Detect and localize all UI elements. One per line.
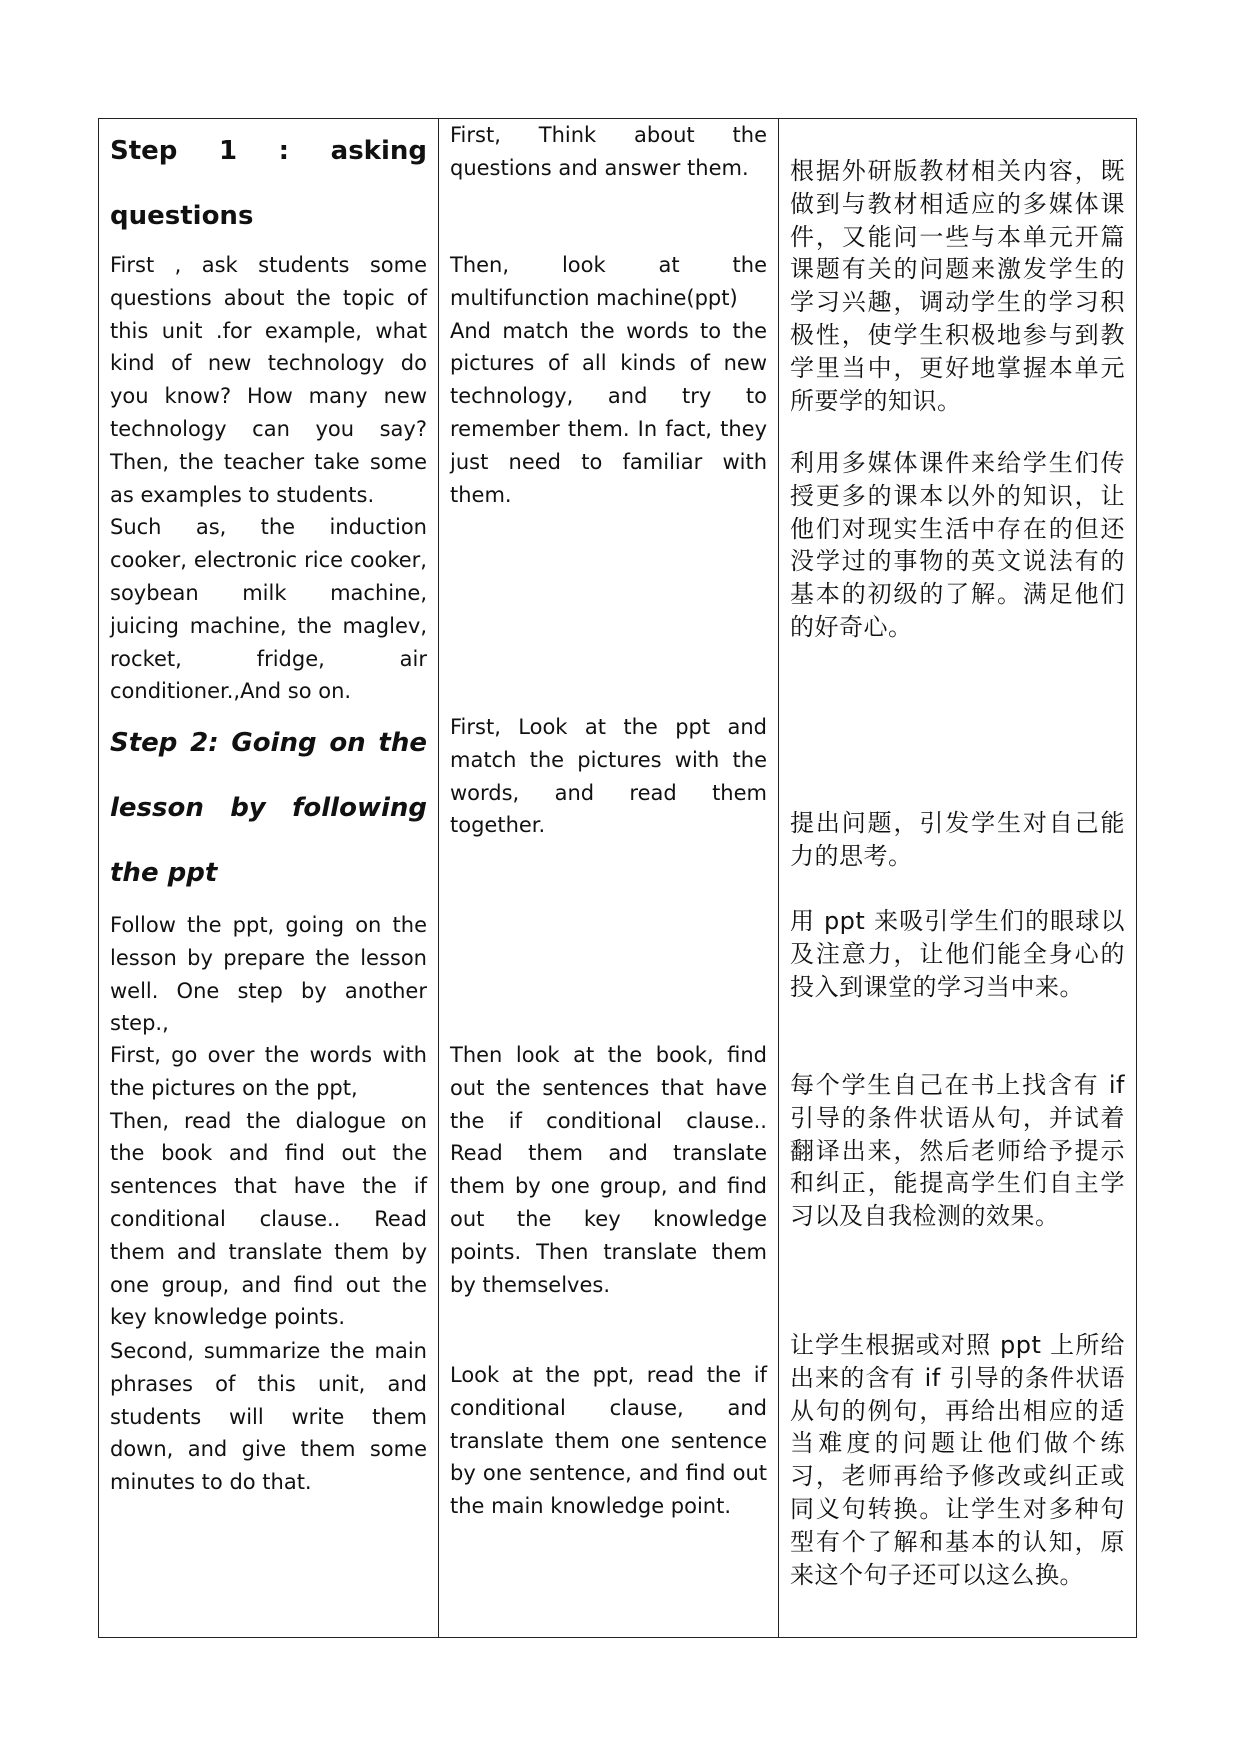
table-row [99, 119, 1137, 1638]
design-intent-3: 提出问题，引发学生对自己能力的思考。 [790, 809, 1125, 870]
student-activity-4: Then look at the book, find out the sentences that have the if conditional clause.. Read them and translate them by one group, and find out the key knowledge points. Then translate them by themselves. [450, 1043, 767, 1297]
step1-body: First , ask students some questions about the topic of this unit .for example, what kind of new technology do you know? How many new technology can you say? Then, the teacher take some as examples to students. Such as, the induction cooker, electronic rice cooker, soybean milk machine, juicing machine, the maglev, rocket, fridge, air conditioner.,And so on. [110, 253, 427, 704]
design-intent-4: 用 ppt 来吸引学生们的眼球以及注意力，让他们能全身心的投入到课堂的学习当中来。 [790, 907, 1125, 1001]
lesson-plan-table [98, 118, 1137, 1638]
student-activity-5: Look at the ppt, read the if conditional clause, and translate them one sentence by one sentence, and find out the main knowledge point. [450, 1363, 767, 1519]
student-activity-column [439, 119, 779, 1638]
teacher-activity-column [99, 119, 439, 1638]
step2-first-paragraph: First, go over the words with the pictures on the ppt, Then, read the dialogue on the book and find out the sentences that have the if conditional clause.. Read them and translate them by one group, and find out the key knowledge points. [110, 1043, 427, 1330]
student-activity-1: First, Think about the questions and answer them. [450, 123, 767, 180]
design-intent-column [779, 119, 1137, 1638]
step2-second-paragraph: Second, summarize the main phrases of this unit, and students will write them down, and give them some minutes to do that. [110, 1339, 427, 1495]
design-intent-1: 根据外研版教材相关内容，既做到与教材相适应的多媒体课件，又能问一些与本单元开篇课题有关的问题来激发学生的学习兴趣，调动学生的学习积极性，使学生积极地参与到教学里当中，更好地掌握本单元所要学的知识。 [790, 157, 1125, 415]
student-activity-2: Then, look at the multifunction machine(ppt) And match the words to the pictures of all kinds of new technology, and try to remember them. In fact, they just need to familiar with them. [450, 253, 767, 507]
design-intent-6: 让学生根据或对照 ppt 上所给出来的含有 if 引导的条件状语从句的例句，再给出相应的适当难度的问题让他们做个练习，老师再给予修改或纠正或同义句转换。让学生对多种句型有个了解和基本的认知，原来这个句子还可以这么换。 [790, 1331, 1125, 1589]
design-intent-5: 每个学生自己在书上找含有 if 引导的条件状语从句，并试着翻译出来，然后老师给予提示和纠正，能提高学生们自主学习以及自我检测的效果。 [790, 1071, 1125, 1231]
step1-heading: Step 1 : asking questions [110, 136, 427, 231]
step2-heading: Step 2: Going on the lesson by following the ppt [110, 728, 427, 888]
step2-body: Follow the ppt, going on the lesson by prepare the lesson well. One step by another step., [110, 913, 427, 1036]
design-intent-2: 利用多媒体课件来给学生们传授更多的课本以外的知识，让他们对现实生活中存在的但还没学过的事物的英文说法有的基本的初级的了解。满足他们的好奇心。 [790, 449, 1125, 641]
student-activity-3: First, Look at the ppt and match the pictures with the words, and read them together. [450, 715, 767, 838]
